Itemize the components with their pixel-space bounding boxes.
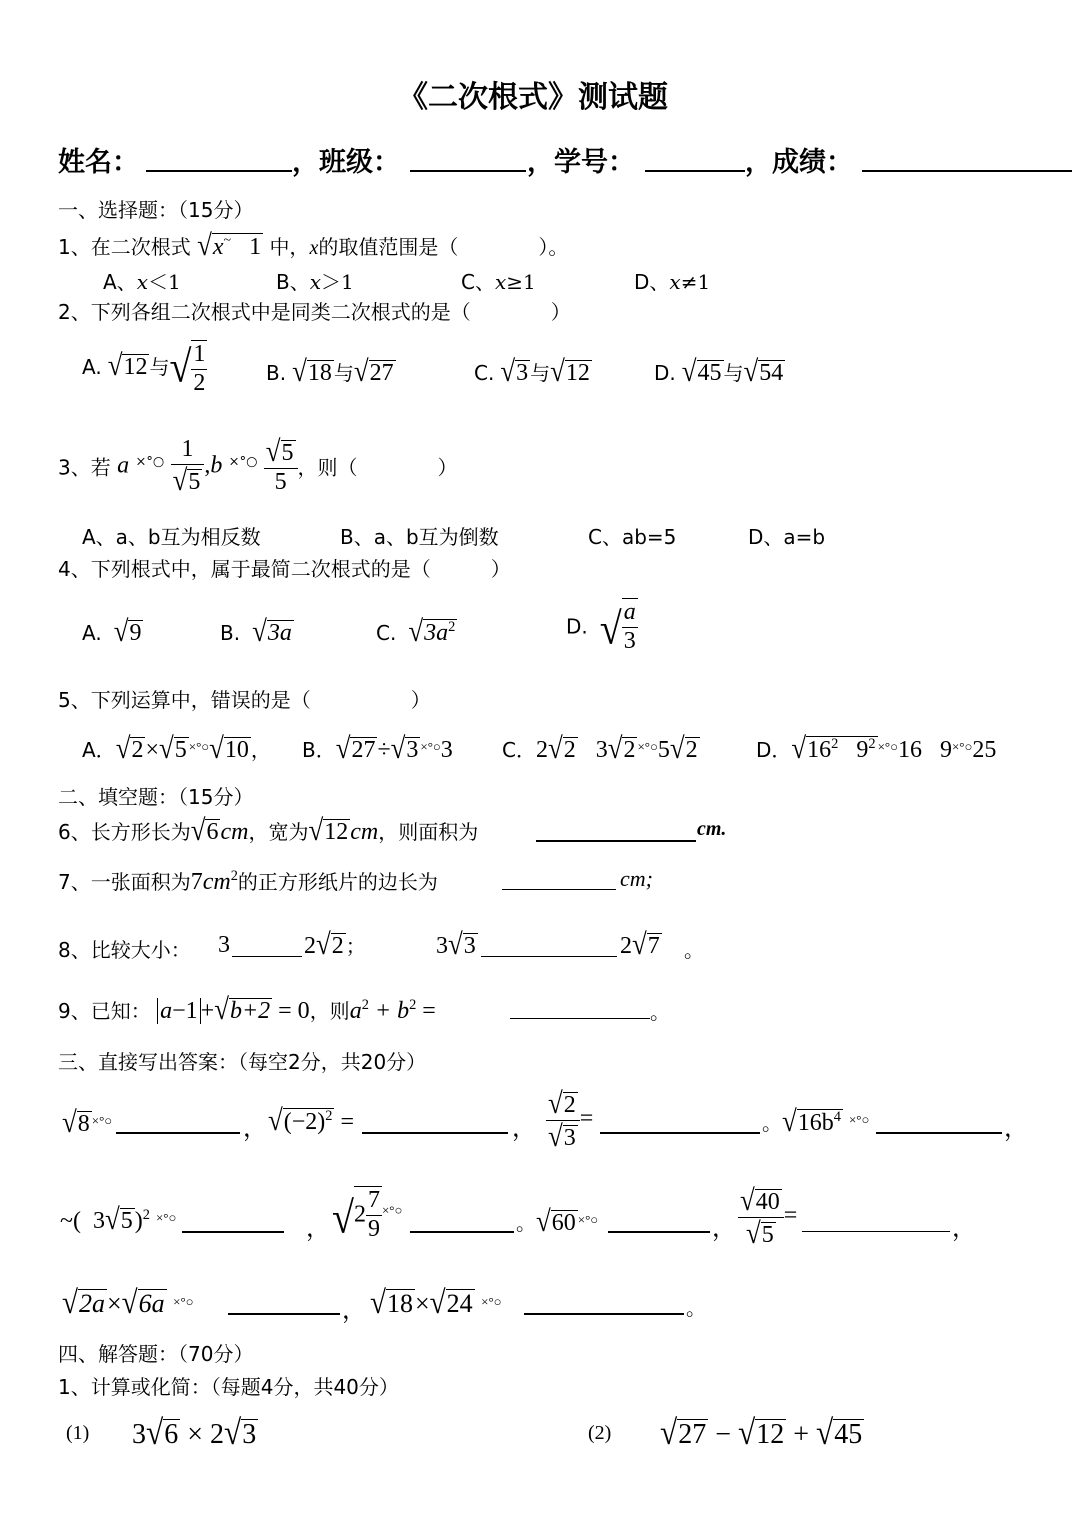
s3-r2-comma-2: ， xyxy=(712,1216,736,1242)
q1-option-a[interactable]: A、x＜1 xyxy=(103,270,181,294)
q1-option-b[interactable]: B、x＞1 xyxy=(276,270,354,294)
q8-blank-2[interactable] xyxy=(481,956,617,957)
q6-unit: cm. xyxy=(697,818,727,840)
section-4-subheading: 1、计算或化简：（每题4分，共40分） xyxy=(58,1375,399,1399)
s3-r2-d: $\frac{√40}{√5}$ = xyxy=(740,1183,798,1250)
q1-tail: 的取值范围是（ ）。 xyxy=(318,235,569,259)
s3-r2-blank-c[interactable] xyxy=(608,1231,710,1233)
q7-unit: cm; xyxy=(620,866,653,891)
section-2-heading: 二、填空题：（15分） xyxy=(58,785,254,809)
s3-r1-a: √8 ×°○ xyxy=(62,1105,113,1139)
q9-answer-blank[interactable] xyxy=(510,1018,650,1019)
s3-r2-a: ~( 3√5)$^2$ ×°○ xyxy=(60,1202,177,1236)
problem-2-expression: √27 − √12 + √45 xyxy=(660,1412,863,1453)
s3-r1-comma-3: ， xyxy=(1004,1116,1028,1142)
q8-end: 。 xyxy=(684,938,704,962)
section-1-heading: 一、选择题：（15分） xyxy=(58,198,254,222)
q1-option-d[interactable]: D、x≠1 xyxy=(634,270,711,294)
q9-end: 。 xyxy=(650,1000,670,1024)
q2-option-b[interactable]: B. √18 与√27 xyxy=(266,354,394,388)
q2-option-a[interactable]: A. √12 与√ $\frac{1}{2}$ xyxy=(82,341,206,396)
s3-r1-comma-2: ， xyxy=(512,1116,536,1142)
q6-text: 6、长方形长为√6cm，宽为√12cm，则面积为 xyxy=(58,813,479,847)
q3-option-c[interactable]: C、ab=5 xyxy=(588,525,677,549)
s3-r1-blank-b[interactable] xyxy=(362,1132,508,1134)
q2-option-d[interactable]: D. √45 与√54 xyxy=(654,354,784,388)
name-field[interactable] xyxy=(146,170,292,172)
q1-prefix: 1、在二次根式 xyxy=(58,235,191,259)
s3-r1-blank-a[interactable] xyxy=(116,1132,240,1134)
s3-r2-b: √2 $\frac{7}{9}$ ×°○ xyxy=(332,1187,403,1243)
q1-option-c[interactable]: C、x≥1 xyxy=(461,270,536,294)
q1-var: x xyxy=(309,237,319,259)
score-label: ，成绩： xyxy=(745,147,853,178)
number-field[interactable] xyxy=(645,170,745,172)
q2-option-c[interactable]: C. √3 与√12 xyxy=(474,354,590,388)
q5-text: 5、下列运算中，错误的是（ ） xyxy=(58,688,431,712)
number-label: ，学号： xyxy=(527,147,635,178)
q6-answer-blank[interactable] xyxy=(536,840,696,842)
s3-r1-c: $\frac{√2}{√3}$ = xyxy=(548,1086,594,1153)
q8-prefix: 8、比较大小： xyxy=(58,938,191,962)
q4-option-b[interactable]: B. √3a xyxy=(220,614,292,648)
s3-r1-blank-c[interactable] xyxy=(600,1132,760,1134)
q3-option-d[interactable]: D、a=b xyxy=(748,525,826,549)
q4-option-c[interactable]: C. $√3a^2$ xyxy=(376,614,456,648)
q8-d: 2√7 xyxy=(620,927,660,961)
s3-r3-blank-a[interactable] xyxy=(228,1313,340,1315)
page-title: 《二次根式》测试题 xyxy=(398,80,668,115)
problem-1-label: (1) xyxy=(66,1422,90,1444)
q8-blank-1[interactable] xyxy=(232,956,302,957)
s3-r3-a: √2a×√6a ×°○ xyxy=(62,1285,194,1321)
q8-a: 3 xyxy=(218,932,230,958)
q5-option-b[interactable]: B．√27÷√3 ×°○3 xyxy=(302,731,453,765)
q1-radical: √x~ 1 xyxy=(197,228,262,262)
s3-r2-comma-1: ， xyxy=(306,1216,330,1242)
problem-2-label: (2) xyxy=(588,1422,612,1444)
q5-option-c[interactable]: C．2√2 3√2 ×°○5√2 xyxy=(502,731,698,765)
s3-r2-blank-b[interactable] xyxy=(410,1231,514,1233)
s3-r2-c: 。√60 ×°○ xyxy=(516,1204,599,1238)
q4-option-a[interactable]: A. √9 xyxy=(82,614,142,648)
s3-r1-comma-1: ， xyxy=(243,1116,267,1142)
q3-option-b[interactable]: B、a、b互为倒数 xyxy=(340,525,499,549)
q7-text: 7、一张面积为$7cm^2$的正方形纸片的边长为 xyxy=(58,868,438,895)
class-label: ，班级： xyxy=(292,147,400,178)
q3-option-a[interactable]: A、a、b互为相反数 xyxy=(82,525,261,549)
q7-answer-blank[interactable] xyxy=(502,889,616,890)
q8-b: 2√2 ； xyxy=(304,927,366,961)
name-label: 姓名： xyxy=(58,147,139,178)
q3-text: 3、若 a ×°○ $\frac{1}{√5}$ ,b ×°○ $\frac{√5}{5}$ ，则（ ） xyxy=(58,434,458,497)
q2-text: 2、下列各组二次根式中是同类二次根式的是（ ） xyxy=(58,300,571,324)
s3-r2-comma-3: ， xyxy=(952,1216,976,1242)
score-field[interactable] xyxy=(862,170,1072,172)
q1-suffix: 中， xyxy=(269,235,310,259)
section-3-heading: 三、直接写出答案：（每空2分，共20分） xyxy=(58,1050,427,1074)
s3-r2-blank-d[interactable] xyxy=(802,1231,950,1232)
q5-option-a[interactable]: A．√2×√5 ×°○√10 ， xyxy=(82,731,271,765)
q1-text xyxy=(58,230,568,261)
s3-r3-period: 。 xyxy=(686,1296,706,1320)
problem-1-expression: 3√6 × 2√3 xyxy=(132,1412,257,1453)
s3-r3-b: √18×√24 ×°○ xyxy=(370,1285,502,1321)
q9-text: 9、已知： a−1 +√b+2 = 0，则$a^2 + b^2$ = xyxy=(58,992,436,1026)
s3-r1-blank-d[interactable] xyxy=(876,1132,1002,1134)
s3-r3-blank-b[interactable] xyxy=(524,1313,684,1315)
q4-option-d[interactable]: D. √ $\frac{a}{3}$ xyxy=(566,599,636,654)
class-field[interactable] xyxy=(410,170,526,172)
s3-r2-blank-a[interactable] xyxy=(182,1231,284,1233)
section-4-heading: 四、解答题：（70分） xyxy=(58,1342,254,1366)
s3-r3-comma: ， xyxy=(342,1298,366,1324)
q5-option-d[interactable]: D．$√16^2$ $9^2$ ×°○16 9×°○25 xyxy=(756,731,997,765)
s3-r1-d: 。$√16b^4$ ×°○ xyxy=(762,1104,870,1138)
s3-r1-b: $√(-2)^2$ = xyxy=(268,1103,355,1137)
q4-text: 4、下列根式中，属于最简二次根式的是（ ） xyxy=(58,557,511,581)
q8-c: 3√3 xyxy=(436,927,476,961)
